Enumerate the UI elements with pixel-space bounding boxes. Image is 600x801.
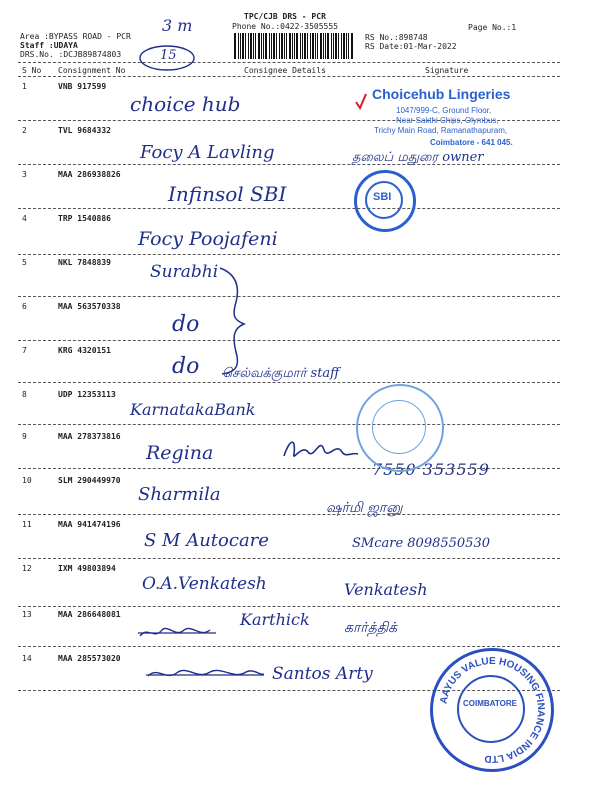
struck-scribble [146, 664, 266, 684]
choicehub-line2: Near Sakthi Chips, Olymbus, [396, 116, 499, 125]
barcode-bar [284, 33, 285, 59]
consignee-name: Santos Arty [272, 664, 373, 684]
consignment-number: MAA 563570338 [58, 302, 121, 311]
barcode-bar [327, 33, 329, 59]
barcode-bar [315, 33, 316, 59]
row-number: 10 [22, 476, 32, 485]
scribble-signature [280, 432, 360, 466]
consignment-number: UDP 12353113 [58, 390, 116, 399]
consignee-name: Sharmila [138, 484, 221, 505]
signature: தலைப் மதுரை owner [352, 150, 484, 165]
barcode-bar [320, 33, 322, 59]
row-number: 6 [22, 302, 27, 311]
consignment-number: MAA 285573020 [58, 654, 121, 663]
choicehub-line4: Coimbatore - 641 045. [430, 138, 513, 147]
consignment-number: IXM 49803894 [58, 564, 116, 573]
drs-number: DRS.No. :DCJB89874803 [20, 50, 122, 59]
header-rule-bottom [18, 76, 560, 77]
signature: Venkatesh [344, 580, 428, 599]
consignment-number: SLM 290449970 [58, 476, 121, 485]
signature: SMcare 8098550530 [352, 536, 490, 551]
consignee-name: Surabhi [150, 262, 219, 282]
col-signature: Signature [425, 66, 469, 75]
barcode-graphic [232, 33, 356, 59]
barcode-bar [348, 33, 349, 59]
barcode-bar [245, 33, 246, 59]
scribble-stroke [280, 432, 360, 466]
barcode-bar [273, 33, 275, 59]
barcode [232, 33, 356, 59]
row-number: 13 [22, 610, 32, 619]
barcode-bar [253, 33, 254, 59]
barcode-bar [317, 33, 318, 59]
doc-title: TPC/CJB DRS - PCR [244, 12, 326, 21]
barcode-bar [346, 33, 347, 59]
housing-center-text: COIMBATORE [463, 699, 517, 708]
consignee-name: Infinsol SBI [168, 182, 287, 206]
housing-finance-stamp [430, 648, 554, 772]
sbi-round-stamp [354, 170, 416, 232]
signature: ஷர்மி ஜானு [326, 500, 403, 516]
barcode-bar [248, 33, 249, 59]
consignee-name: do [172, 354, 200, 379]
bank-round-stamp [356, 384, 444, 472]
barcode-bar [276, 33, 277, 59]
barcode-bar [286, 33, 287, 59]
barcode-bar [310, 33, 311, 59]
consignee-name: Karthick [240, 610, 310, 629]
col-consignment: Consignment No [58, 66, 126, 75]
consignee-name: choice hub [130, 92, 241, 116]
struck-out-text [146, 664, 266, 684]
consignee-name: S M Autocare [144, 530, 269, 551]
row-number: 8 [22, 390, 27, 399]
barcode-bar [341, 33, 342, 59]
consignee-name: KarnatakaBank [130, 400, 256, 419]
row-number: 5 [22, 258, 27, 267]
barcode-bar [333, 33, 334, 59]
area-label: Area :BYPASS ROAD - PCR [20, 32, 131, 41]
barcode-bar [307, 33, 308, 59]
consignment-number: MAA 278373816 [58, 432, 121, 441]
barcode-bar [312, 33, 314, 59]
consignee-name: Focy Poojafeni [138, 228, 278, 250]
barcode-bar [242, 33, 244, 59]
row-number: 3 [22, 170, 27, 179]
consignment-number: TRP 1540886 [58, 214, 111, 223]
barcode-bar [338, 33, 339, 59]
consignment-number: TVL 9684332 [58, 126, 111, 135]
housing-ring-label: AAYUS VALUE HOUSING FINANCE INDIA LTD [438, 655, 547, 765]
row-number: 14 [22, 654, 32, 663]
choicehub-line3: Trichy Main Road, Ramanathapuram, [374, 126, 508, 135]
row-divider [18, 468, 560, 469]
barcode-bar [234, 33, 236, 59]
row-number: 4 [22, 214, 27, 223]
choicehub-line1: 1047/999-C, Ground Floor, [396, 106, 492, 115]
consignment-number: MAA 941474196 [58, 520, 121, 529]
consignment-number: MAA 286648081 [58, 610, 121, 619]
row-divider [18, 208, 560, 209]
barcode-bar [271, 33, 272, 59]
row-number: 11 [22, 520, 32, 529]
barcode-bar [343, 33, 345, 59]
choicehub-stamp [350, 84, 540, 170]
barcode-bar [302, 33, 303, 59]
choicehub-name: Choicehub Lingeries [372, 86, 511, 102]
barcode-bar [289, 33, 291, 59]
barcode-bar [281, 33, 283, 59]
barcode-bar [300, 33, 301, 59]
row-divider [18, 254, 560, 255]
barcode-bar [331, 33, 332, 59]
consignee-name: Regina [146, 442, 214, 464]
consignment-number: KRG 4320151 [58, 346, 111, 355]
signature: செல்வக்குமார் staff [222, 366, 340, 381]
hand-circle [138, 44, 196, 72]
barcode-bar [263, 33, 264, 59]
barcode-bar [279, 33, 280, 59]
rs-date: RS Date:01-Mar-2022 [365, 42, 457, 51]
tick-stroke [354, 92, 368, 112]
barcode-bar [335, 33, 337, 59]
hand-circle-number: 15 [160, 48, 177, 63]
row-number: 1 [22, 82, 27, 91]
barcode-bar [240, 33, 241, 59]
row-number: 7 [22, 346, 27, 355]
consignee-name: Focy A Lavling [140, 142, 275, 163]
barcode-bar [255, 33, 256, 59]
barcode-bar [258, 33, 260, 59]
choicehub-tick-icon [354, 92, 368, 112]
barcode-bar [269, 33, 270, 59]
barcode-bar [294, 33, 295, 59]
signature: 7550 353559 [372, 460, 490, 479]
staff-label: Staff :UDAYA [20, 41, 78, 50]
bank-inner-ring [372, 400, 426, 454]
barcode-bar [292, 33, 293, 59]
row-divider [18, 606, 560, 607]
signature: கார்த்திக் [344, 620, 398, 636]
consignment-number: VNB 917599 [58, 82, 107, 91]
row-divider [18, 558, 560, 559]
housing-inner-ring [457, 675, 525, 743]
do-bracket [214, 266, 254, 376]
row-number: 9 [22, 432, 27, 441]
barcode-bar [323, 33, 324, 59]
barcode-bar [304, 33, 306, 59]
barcode-bar [238, 33, 239, 59]
barcode-bar [351, 33, 353, 59]
row-divider [18, 424, 560, 425]
phone-number: Phone No.:0422-3505555 [232, 22, 338, 31]
barcode-bar [325, 33, 326, 59]
page-number: Page No.:1 [468, 23, 517, 32]
consignment-number: NKL 7848839 [58, 258, 111, 267]
row-number: 2 [22, 126, 27, 135]
consignee-name: do [172, 312, 200, 337]
hand-note: 3 m [162, 16, 193, 35]
barcode-bar [296, 33, 298, 59]
col-consignee: Consignee Details [244, 66, 326, 75]
struck-scribble [138, 622, 218, 642]
rs-number: RS No.:898748 [365, 33, 428, 42]
consignee-name: O.A.Venkatesh [142, 574, 267, 594]
bracket-stroke [214, 266, 254, 376]
sbi-stamp-text: SBI [373, 191, 392, 203]
consignment-number: MAA 286938826 [58, 170, 121, 179]
col-sno: S No [22, 66, 42, 75]
barcode-bar [265, 33, 267, 59]
barcode-bar [261, 33, 262, 59]
row-divider [18, 340, 560, 341]
header-rule-top [18, 62, 560, 63]
row-divider [18, 514, 560, 515]
row-divider [18, 296, 560, 297]
row-divider [18, 646, 560, 647]
struck-out-text [138, 622, 218, 642]
row-number: 12 [22, 564, 32, 573]
barcode-bar [250, 33, 252, 59]
row-divider [18, 382, 560, 383]
